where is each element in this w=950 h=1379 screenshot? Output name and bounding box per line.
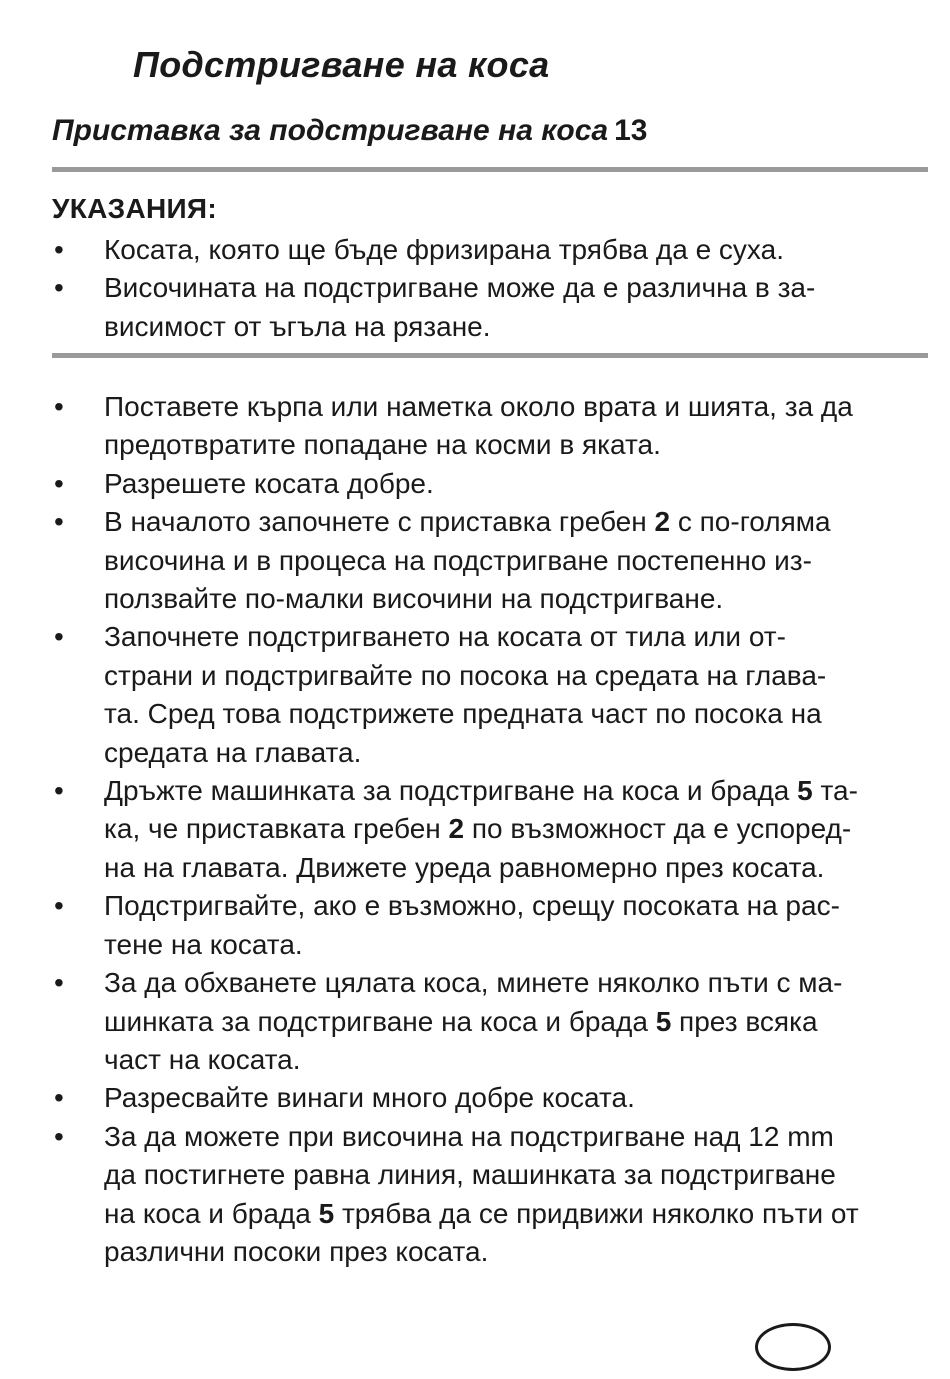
note-item: • Височината на подстригване може да е различна в за- висимост от ъгъла на рязане. bbox=[52, 269, 932, 346]
instructions-list bbox=[52, 388, 932, 1271]
notes-list bbox=[52, 231, 932, 346]
instruction-item: • Започнете подстригването на косата от тила или от- страни и подстригвайте по посока на средата на глава- та. Сред това подстрижете предната част по посока на средата на главата. bbox=[52, 618, 932, 772]
page-title: Подстригване на коса bbox=[133, 44, 550, 85]
instruction-item: • Разрешете косата добре. bbox=[52, 465, 932, 503]
instruction-item: • За да обхванете цялата коса, минете няколко пъти с ма- шинката за подстригване на коса и брада 5 през всяка част на косата. bbox=[52, 964, 932, 1079]
instruction-item: • Разресвайте винаги много добре косата. bbox=[52, 1079, 932, 1117]
notes-top-divider bbox=[52, 167, 928, 172]
section-reference-number: 13 bbox=[614, 114, 648, 147]
section-heading-text: Приставка за подстригване на коса bbox=[52, 114, 609, 147]
notes-heading: УКАЗАНИЯ: bbox=[52, 193, 217, 224]
instruction-item: • Подстригвайте, ако е възможно, срещу посоката на рас- тене на косата. bbox=[52, 887, 932, 964]
instruction-item: • Поставете кърпа или наметка около врата и шията, за да предотвратите попадане на косми в яката. bbox=[52, 388, 932, 465]
instruction-item: • Дръжте машинката за подстригване на коса и брада 5 та- ка, че приставката гребен 2 по възможност да е успоред- на на главата. Движете уреда равномерно през косата. bbox=[52, 772, 932, 887]
note-item: • Косата, която ще бъде фризирана трябва да е суха. bbox=[52, 231, 932, 269]
notes-bottom-divider bbox=[52, 353, 928, 358]
section-heading bbox=[52, 114, 648, 148]
instruction-item: • В началото започнете с приставка гребен 2 с по-голяма височина и в процеса на подстригване постепенно из- ползвайте по-малки височини на подстригване. bbox=[52, 503, 932, 618]
instruction-item: • За да можете при височина на подстригване над 12 mm да постигнете равна линия, машинката за подстригване на коса и брада 5 трябва да се придвижи няколко пъти от различни посоки през косата. bbox=[52, 1118, 932, 1272]
page-number-oval bbox=[755, 1323, 831, 1371]
